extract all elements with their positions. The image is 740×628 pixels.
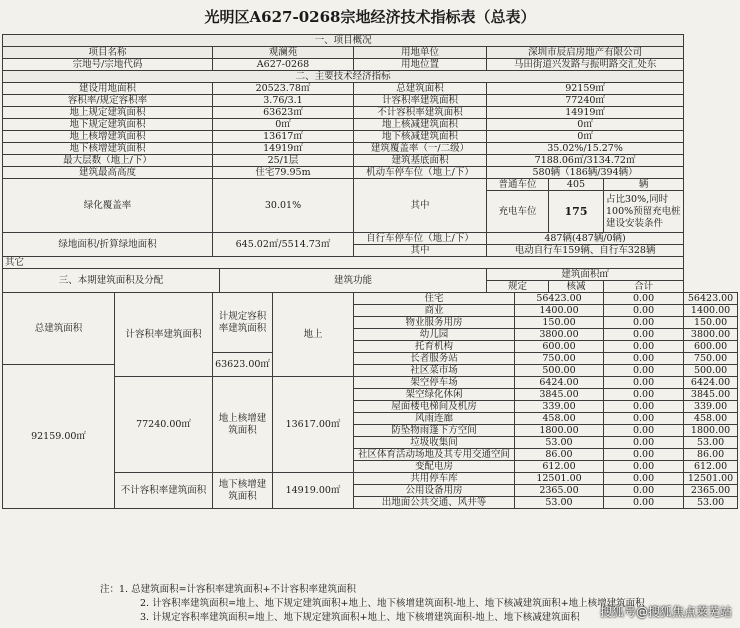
function-name: 社区体育活动场地及其专用交通空间 xyxy=(354,449,515,461)
note-2: 2. 计容积率建筑面积=地上、地下规定建筑面积+地上、地下核增建筑面积-地上、地下核减建筑面积+地上核增建筑面积 xyxy=(140,598,645,609)
deduct-area: 0.00 xyxy=(604,305,684,317)
rule-area: 2365.00 xyxy=(515,485,604,497)
bike-row: 其中 电动自行车159辆、自行车328辆 xyxy=(3,245,738,257)
other-row: 其它 xyxy=(3,257,738,269)
indicator-cell: 580辆（186辆/394辆） xyxy=(487,167,684,179)
deduct-area: 0.00 xyxy=(604,449,684,461)
deduct-area: 0.00 xyxy=(604,365,684,377)
rule-value: 63623.00㎡ xyxy=(213,353,273,377)
indicator-cell: 建筑覆盖率（一/二级） xyxy=(354,143,487,155)
deduct-area: 0.00 xyxy=(604,317,684,329)
rule-area: 86.00 xyxy=(515,449,604,461)
function-name: 商业 xyxy=(354,305,515,317)
rule-area: 3800.00 xyxy=(515,329,604,341)
deduct-area: 0.00 xyxy=(604,293,684,305)
indicator-row xyxy=(3,143,738,155)
sum-area: 3845.00 xyxy=(684,389,738,401)
section-2-row xyxy=(3,71,738,83)
function-name: 物业服务用房 xyxy=(354,317,515,329)
function-name: 共用停车库 xyxy=(354,473,515,485)
indicator-cell: 63623㎡ xyxy=(213,107,354,119)
rule-area: 53.00 xyxy=(515,497,604,509)
rule-area: 53.00 xyxy=(515,437,604,449)
indicator-cell: 容积率/规定容积率 xyxy=(3,95,213,107)
deduct-area: 0.00 xyxy=(604,485,684,497)
sum-area: 56423.00 xyxy=(684,293,738,305)
project-name-row: 项目名称 观澜苑 用地单位 深圳市辰启房地产有限公司 xyxy=(3,47,738,59)
sum-area: 500.00 xyxy=(684,365,738,377)
total-area-label: 总建筑面积 xyxy=(3,293,115,365)
deduct-area: 0.00 xyxy=(604,389,684,401)
indicator-cell: 地上核增建筑面积 xyxy=(3,131,213,143)
rule-area: 56423.00 xyxy=(515,293,604,305)
sum-area: 600.00 xyxy=(684,341,738,353)
function-name: 长者服务站 xyxy=(354,353,515,365)
deduct-area: 0.00 xyxy=(604,497,684,509)
section-3-subhead: 规定 核减 合计 xyxy=(3,281,738,293)
indicator-cell: 住宅79.95m xyxy=(213,167,354,179)
function-name: 垃圾收集间 xyxy=(354,437,515,449)
note-1: 注：1. 总建筑面积=计容积率建筑面积+不计容积率建筑面积 xyxy=(100,584,357,595)
indicator-cell: 建设用地面积 xyxy=(3,83,213,95)
function-name: 变配电房 xyxy=(354,461,515,473)
sum-area: 339.00 xyxy=(684,401,738,413)
indicator-cell: 20523.78㎡ xyxy=(213,83,354,95)
indicator-cell: 14919㎡ xyxy=(213,143,354,155)
section-1-row xyxy=(3,35,738,47)
indicator-row xyxy=(3,107,738,119)
sum-area: 12501.00 xyxy=(684,473,738,485)
indicator-cell: 92159㎡ xyxy=(487,83,684,95)
rule-area: 1400.00 xyxy=(515,305,604,317)
function-name: 幼儿园 xyxy=(354,329,515,341)
sum-area: 3800.00 xyxy=(684,329,738,341)
deduct-area: 0.00 xyxy=(604,425,684,437)
indicator-cell: 0㎡ xyxy=(213,119,354,131)
deduct-area: 0.00 xyxy=(604,473,684,485)
section-3-head: 三、本期建筑面积及分配 建筑功能 建筑面积㎡ xyxy=(3,269,738,281)
rule-area: 3845.00 xyxy=(515,389,604,401)
deduct-area: 0.00 xyxy=(604,437,684,449)
rule-area: 1800.00 xyxy=(515,425,604,437)
sum-area: 1400.00 xyxy=(684,305,738,317)
rule-area: 612.00 xyxy=(515,461,604,473)
function-name: 风雨连廊 xyxy=(354,413,515,425)
indicator-cell: 0㎡ xyxy=(487,131,684,143)
green-area-row: 绿地面积/折算绿地面积 645.02㎡/5514.73㎡ 自行车停车位（地上/下） 487辆(487辆/0辆) xyxy=(3,233,738,245)
deduct-area: 0.00 xyxy=(604,377,684,389)
function-name: 架空绿化休闲 xyxy=(354,389,515,401)
indicator-cell: 建筑基底面积 xyxy=(354,155,487,167)
function-name: 公用设备用房 xyxy=(354,485,515,497)
deduct-area: 0.00 xyxy=(604,329,684,341)
nfa-label: 不计容积率建筑面积 xyxy=(115,473,213,509)
section-2-title: 二、主要技术经济指标 xyxy=(3,71,684,83)
indicator-cell: 不计容积率建筑面积 xyxy=(354,107,487,119)
function-name: 架空停车场 xyxy=(354,377,515,389)
inc-label: 地上核增建筑面积 xyxy=(213,377,273,473)
indicator-table xyxy=(2,34,738,509)
indicator-cell: 地下核增建筑面积 xyxy=(3,143,213,155)
sum-area: 86.00 xyxy=(684,449,738,461)
deduct-area: 0.00 xyxy=(604,461,684,473)
function-name: 住宅 xyxy=(354,293,515,305)
indicator-cell: 14919㎡ xyxy=(487,107,684,119)
indicator-cell: 25/1层 xyxy=(213,155,354,167)
rule-area: 339.00 xyxy=(515,401,604,413)
fa-label: 计容积率建筑面积 xyxy=(115,293,213,377)
green-row-2: 充电车位 175 占比30%,同时100%预留充电桩建设安装条件 xyxy=(3,191,738,211)
indicator-cell: 最大层数（地上/下） xyxy=(3,155,213,167)
total-area-value: 92159.00㎡ xyxy=(3,365,115,509)
function-name: 社区菜市场 xyxy=(354,365,515,377)
inc-value: 13617.00㎡ xyxy=(273,377,354,473)
indicator-cell: 13617㎡ xyxy=(213,131,354,143)
note-3: 3. 计规定容积率建筑面积=地上、地下规定建筑面积+地上、地下核增建筑面积-地上、地下核减建筑面积 xyxy=(140,612,580,623)
sum-area: 53.00 xyxy=(684,497,738,509)
indicator-row xyxy=(3,119,738,131)
area-row xyxy=(3,293,738,305)
sum-area: 458.00 xyxy=(684,413,738,425)
function-name: 出地面公共交通、风井等 xyxy=(354,497,515,509)
indicator-cell: 35.02%/15.27% xyxy=(487,143,684,155)
sum-area: 6424.00 xyxy=(684,377,738,389)
under-label: 地下核增建筑面积 xyxy=(213,473,273,509)
sum-area: 612.00 xyxy=(684,461,738,473)
indicator-row xyxy=(3,83,738,95)
indicator-cell: 总建筑面积 xyxy=(354,83,487,95)
sum-area: 2365.00 xyxy=(684,485,738,497)
indicator-cell: 计容积率建筑面积 xyxy=(354,95,487,107)
deduct-area: 0.00 xyxy=(604,413,684,425)
area-row xyxy=(3,365,738,377)
rule-area: 458.00 xyxy=(515,413,604,425)
indicator-cell: 7188.06㎡/3134.72㎡ xyxy=(487,155,684,167)
indicator-row xyxy=(3,95,738,107)
indicator-row xyxy=(3,167,738,179)
rule-area: 750.00 xyxy=(515,353,604,365)
section-1-title: 一、项目概况 xyxy=(3,35,684,47)
above-label: 地上 xyxy=(273,293,354,377)
under-value: 14919.00㎡ xyxy=(273,473,354,509)
rule-area: 12501.00 xyxy=(515,473,604,485)
indicator-cell: 3.76/3.1 xyxy=(213,95,354,107)
fa-value: 77240.00㎡ xyxy=(115,377,213,473)
indicator-cell: 0㎡ xyxy=(487,119,684,131)
rule-area: 150.00 xyxy=(515,317,604,329)
page-title: 光明区A627-0268宗地经济技术指标表（总表） xyxy=(204,8,536,26)
lot-row: 宗地号/宗地代码 A627-0268 用地位置 马田街道兴发路与振明路交汇处东 xyxy=(3,59,738,71)
rule-area: 500.00 xyxy=(515,365,604,377)
sum-area: 1800.00 xyxy=(684,425,738,437)
indicator-cell: 建筑最高高度 xyxy=(3,167,213,179)
green-row-1: 绿化覆盖率 30.01% 其中 普通车位 405 辆 xyxy=(3,179,738,191)
deduct-area: 0.00 xyxy=(604,401,684,413)
deduct-area: 0.00 xyxy=(604,353,684,365)
green-label: 绿化覆盖率 xyxy=(3,179,213,233)
indicator-cell: 地上规定建筑面积 xyxy=(3,107,213,119)
rule-area: 600.00 xyxy=(515,341,604,353)
function-name: 屋面楼电梯间及机房 xyxy=(354,401,515,413)
indicator-cell: 地下核减建筑面积 xyxy=(354,131,487,143)
deduct-area: 0.00 xyxy=(604,341,684,353)
function-name: 托育机构 xyxy=(354,341,515,353)
sum-area: 750.00 xyxy=(684,353,738,365)
indicator-row xyxy=(3,131,738,143)
watermark: 搜狐号@搜狐焦点莱芜站 xyxy=(599,605,732,619)
indicator-cell: 地上核减建筑面积 xyxy=(354,119,487,131)
indicator-cell: 77240㎡ xyxy=(487,95,684,107)
indicator-cell: 机动车停车位（地上/下） xyxy=(354,167,487,179)
rule-label: 计规定容积率建筑面积 xyxy=(213,293,273,353)
function-name: 防坠物雨篷下方空间 xyxy=(354,425,515,437)
rule-area: 6424.00 xyxy=(515,377,604,389)
sum-area: 53.00 xyxy=(684,437,738,449)
sum-area: 150.00 xyxy=(684,317,738,329)
indicator-cell: 地下规定建筑面积 xyxy=(3,119,213,131)
indicator-row xyxy=(3,155,738,167)
